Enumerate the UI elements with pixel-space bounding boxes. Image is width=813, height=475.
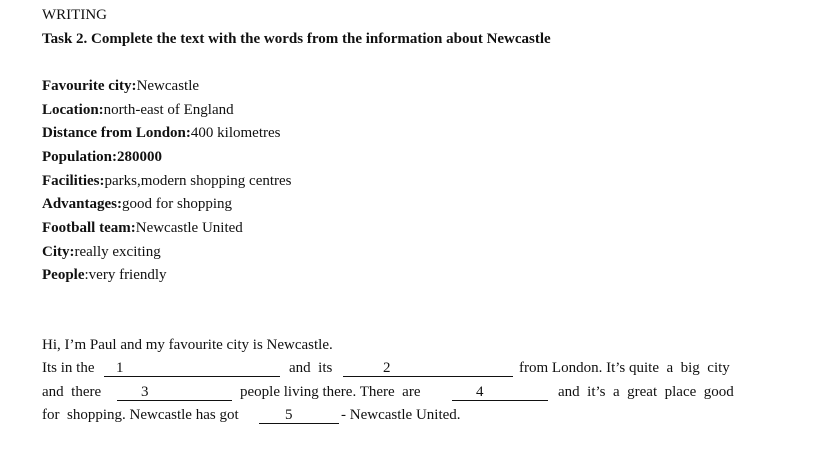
info-row-advantages — [42, 196, 232, 213]
info-value: Newcastle — [136, 78, 200, 94]
info-value: 400 kilometres — [190, 125, 281, 141]
blank-5[interactable] — [259, 423, 339, 424]
paragraph-line-4-start: for shopping. Newcastle has got — [42, 407, 239, 423]
info-row-favourite-city — [42, 78, 199, 95]
blank-4-number: 4 — [476, 384, 484, 400]
paragraph-line-2-end: from London. It’s quite a big city — [519, 360, 730, 376]
blank-1-number: 1 — [116, 360, 124, 376]
info-label: Location: — [42, 102, 104, 118]
info-row-location — [42, 102, 234, 119]
paragraph-line-2-start: Its in the — [42, 360, 95, 376]
paragraph-line-2-mid: and its — [289, 360, 333, 376]
info-label: City: — [42, 244, 75, 260]
info-label: Facilities: — [42, 173, 105, 189]
heading: WRITING — [42, 7, 107, 23]
info-row-city — [42, 244, 161, 261]
paragraph-line-3-end: and it’s a great place good — [558, 384, 734, 400]
info-row-distance — [42, 125, 280, 142]
info-value: parks,modern shopping centres — [104, 173, 292, 189]
blank-2-number: 2 — [383, 360, 391, 376]
info-label: People — [42, 267, 85, 283]
blank-3[interactable] — [117, 400, 232, 401]
info-label: Advantages: — [42, 196, 123, 212]
blank-2[interactable] — [343, 376, 513, 377]
info-label: Football team: — [42, 220, 136, 236]
info-row-population — [42, 149, 162, 166]
blank-1[interactable] — [104, 376, 280, 377]
blank-4[interactable] — [452, 400, 548, 401]
info-label: Population: — [42, 149, 118, 165]
info-value: :very friendly — [84, 267, 167, 283]
info-label: Favourite city: — [42, 78, 137, 94]
paragraph-line-3-start: and there — [42, 384, 102, 400]
blank-5-number: 5 — [285, 407, 293, 423]
info-value: 280000 — [117, 149, 163, 165]
paragraph-line-1: Hi, I’m Paul and my favourite city is Newcastle. — [42, 337, 333, 353]
info-value: north-east of England — [103, 102, 234, 118]
info-value: good for shopping — [122, 196, 233, 212]
paragraph-line-4-end: - Newcastle United. — [341, 407, 461, 423]
paragraph-line-3-mid: people living there. There are — [240, 384, 421, 400]
info-value: Newcastle United — [135, 220, 243, 236]
info-row-facilities — [42, 173, 292, 190]
info-label: Distance from London: — [42, 125, 191, 141]
info-row-football-team — [42, 220, 243, 237]
task-instruction: Task 2. Complete the text with the words from the information about Newcastle — [42, 31, 551, 47]
info-value: really exciting — [74, 244, 161, 260]
blank-3-number: 3 — [141, 384, 149, 400]
info-row-people — [42, 267, 167, 284]
